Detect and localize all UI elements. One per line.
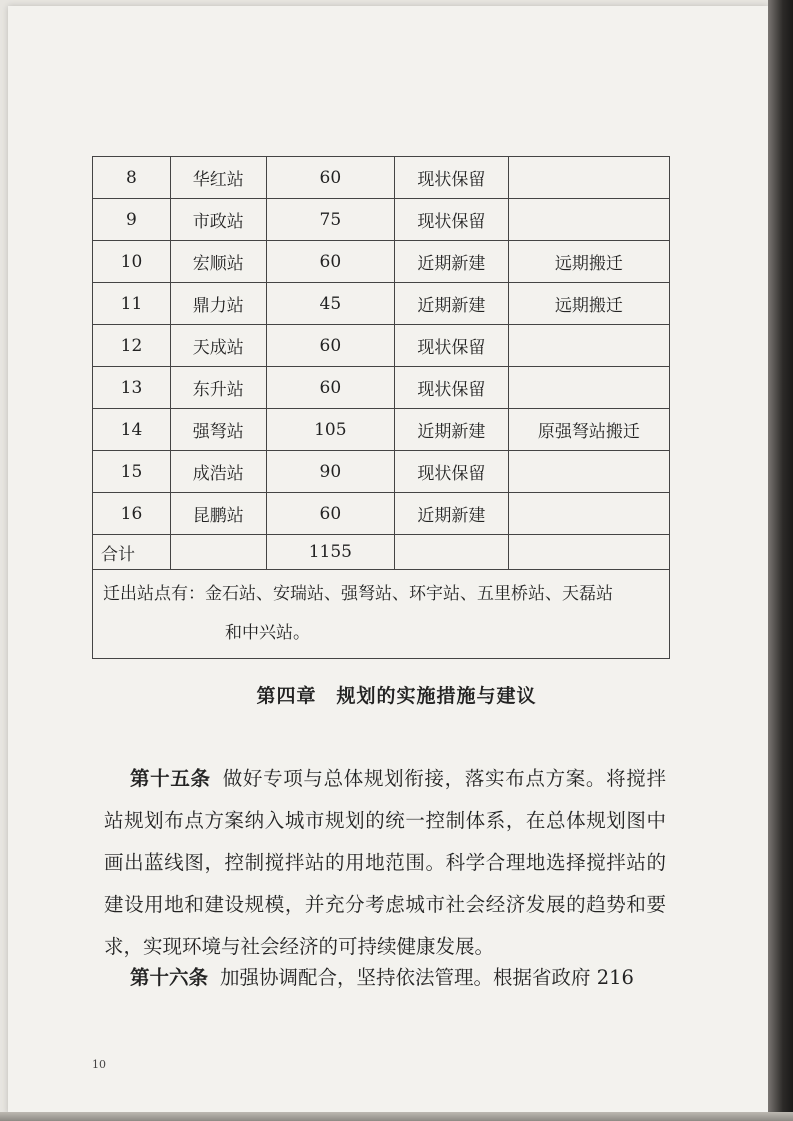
- page-number: 10: [92, 1058, 106, 1071]
- station-name: 天成站: [170, 325, 266, 367]
- station-capacity: 105: [266, 409, 394, 451]
- station-status: 近期新建: [394, 409, 508, 451]
- station-name: 鼎力站: [170, 283, 266, 325]
- article-15: [104, 758, 666, 968]
- station-capacity: 60: [266, 367, 394, 409]
- station-capacity: 60: [266, 157, 394, 199]
- total-value: 1155: [266, 535, 394, 570]
- station-name: 市政站: [170, 199, 266, 241]
- station-note: [508, 157, 669, 199]
- station-name: 宏顺站: [170, 241, 266, 283]
- station-note: [508, 325, 669, 367]
- station-status: 现状保留: [394, 367, 508, 409]
- table-row: [93, 409, 670, 451]
- row-number: 12: [93, 325, 171, 367]
- article-label: 第十六条: [130, 966, 209, 989]
- station-status: 现状保留: [394, 325, 508, 367]
- station-note: 原强弩站搬迁: [508, 409, 669, 451]
- relocation-line-1: 迁出站点有：金石站、安瑞站、强弩站、环宇站、五里桥站、天磊站: [103, 584, 613, 604]
- station-name: 昆鹏站: [170, 493, 266, 535]
- station-status: 近期新建: [394, 283, 508, 325]
- total-empty-cell: [508, 535, 669, 570]
- table-row: [93, 367, 670, 409]
- station-name: 成浩站: [170, 451, 266, 493]
- row-number: 8: [93, 157, 171, 199]
- station-table-body: [93, 157, 670, 659]
- station-name: 东升站: [170, 367, 266, 409]
- relocation-row: [93, 570, 670, 659]
- station-table: [92, 156, 670, 659]
- table-row: [93, 325, 670, 367]
- row-number: 16: [93, 493, 171, 535]
- table-row: [93, 199, 670, 241]
- article-text: 加强协调配合，坚持依法管理。根据省政府 216: [220, 966, 634, 989]
- station-status: 近期新建: [394, 241, 508, 283]
- station-status: 现状保留: [394, 157, 508, 199]
- relocation-line-2: 和中兴站。: [225, 623, 310, 643]
- total-empty-cell: [394, 535, 508, 570]
- station-note: [508, 451, 669, 493]
- table-row: [93, 493, 670, 535]
- table-row: [93, 157, 670, 199]
- article-label: 第十五条: [130, 767, 211, 790]
- table-row: [93, 241, 670, 283]
- station-status: 现状保留: [394, 451, 508, 493]
- station-note: 远期搬迁: [508, 241, 669, 283]
- station-capacity: 45: [266, 283, 394, 325]
- row-number: 13: [93, 367, 171, 409]
- station-capacity: 60: [266, 241, 394, 283]
- row-number: 9: [93, 199, 171, 241]
- article-16: [104, 957, 666, 999]
- station-capacity: 75: [266, 199, 394, 241]
- article-text: 做好专项与总体规划衔接，落实布点方案。将搅拌站规划布点方案纳入城市规划的统一控制体系，在总体规划图中画出蓝线图，控制搅拌站的用地范围。科学合理地选择搅拌站的建设用地和建设规模，并充分考虑城市社会经济发展的趋势和要求，实现环境与社会经济的可持续健康发展。: [104, 767, 666, 958]
- station-capacity: 60: [266, 325, 394, 367]
- table-row: [93, 283, 670, 325]
- book-spine: [768, 0, 793, 1121]
- total-empty-cell: [170, 535, 266, 570]
- station-note: [508, 199, 669, 241]
- station-name: 华红站: [170, 157, 266, 199]
- total-label: 合计: [93, 535, 171, 570]
- station-capacity: 90: [266, 451, 394, 493]
- station-note: [508, 367, 669, 409]
- row-number: 14: [93, 409, 171, 451]
- station-status: 近期新建: [394, 493, 508, 535]
- station-status: 现状保留: [394, 199, 508, 241]
- page-edge-shadow: [0, 1112, 793, 1121]
- row-number: 10: [93, 241, 171, 283]
- station-note: 远期搬迁: [508, 283, 669, 325]
- chapter-title: 第四章 规划的实施措施与建议: [256, 685, 537, 707]
- table-row: [93, 451, 670, 493]
- station-capacity: 60: [266, 493, 394, 535]
- row-number: 11: [93, 283, 171, 325]
- total-row: [93, 535, 670, 570]
- row-number: 15: [93, 451, 171, 493]
- relocation-cell: [93, 570, 670, 659]
- station-note: [508, 493, 669, 535]
- station-name: 强弩站: [170, 409, 266, 451]
